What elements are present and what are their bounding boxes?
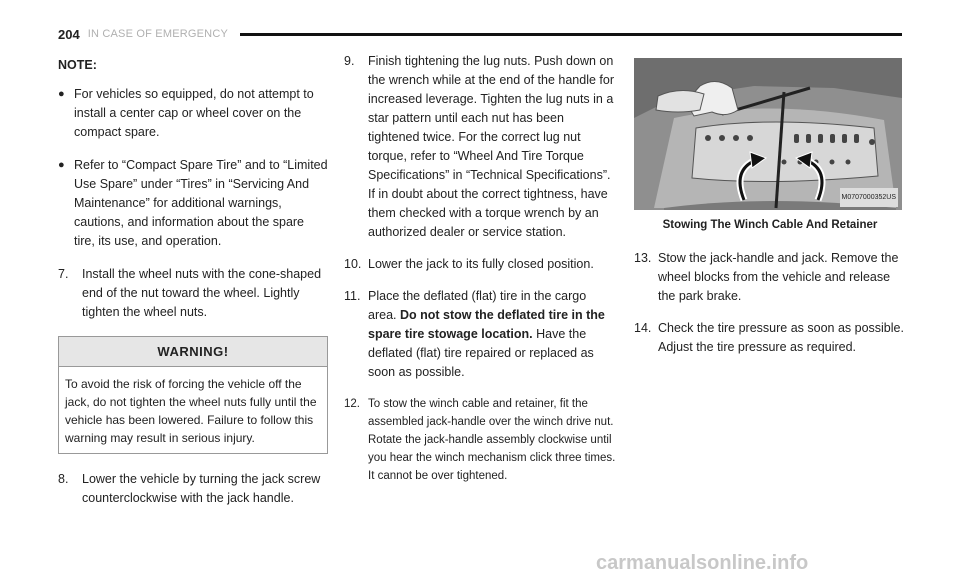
watermark: carmanualsonline.info <box>596 552 809 574</box>
winch-figure <box>634 58 902 210</box>
step-number: 14. <box>634 321 652 335</box>
figure-code: M0707000352US <box>840 188 899 207</box>
bullet-text: Refer to “Compact Spare Tire” and to “Limited Use Spare” under “Tires” in “Servicing And Maintenance” for additional warnings, cautions, and information about the spare tire, its use, and operation. <box>74 158 328 248</box>
section-title: IN CASE OF EMERGENCY <box>87 28 228 40</box>
step-number: 11. <box>344 289 361 303</box>
column-right <box>634 52 906 370</box>
note-label: NOTE: <box>58 58 97 72</box>
list-item <box>58 85 328 142</box>
step-9 <box>344 52 616 242</box>
step-number: 10. <box>344 257 362 271</box>
step-number: 8. <box>58 472 69 486</box>
step-text: Stow the jack-handle and jack. Remove the wheel blocks from the vehicle and release the park brake. <box>658 251 899 303</box>
step-text-post: Have the deflated (flat) tire repaired or replaced as soon as possible. <box>368 327 594 379</box>
step-text: To stow the winch cable and retainer, fit the assembled jack-handle over the winch drive nut. Rotate the jack-handle assembly clockwise until you hear the winch mechanism click three times. It cannot be over tightened. <box>368 398 616 482</box>
step-text: Finish tightening the lug nuts. Push down on the wrench while at the end of the handle for increased leverage. Tighten the lug nuts in a star pattern until each nut has been tightened twice. For the correct lug nut torque, refer to “Wheel And Tire Torque Specifications” in “Technical Specifications”. If in doubt about the correct tightness, have them checked with a torque wrench by an authorized dealer or service station. <box>368 54 614 239</box>
header-rule <box>240 33 902 36</box>
step-14 <box>634 319 906 357</box>
step-text: Lower the jack to its fully closed position. <box>368 257 594 271</box>
step-number: 12. <box>344 398 360 410</box>
page-number: 204 <box>58 26 80 42</box>
page-header <box>58 24 902 44</box>
step-text: Lower the vehicle by turning the jack screw counterclockwise with the jack handle. <box>82 472 321 505</box>
step-text-emphasis: Do not stow the deflated tire in the spare tire stowage location. <box>368 308 605 341</box>
column-middle <box>344 52 616 498</box>
warning-title: WARNING! <box>59 337 327 367</box>
step-text: Install the wheel nuts with the cone-shaped end of the nut toward the wheel. Lightly tighten the wheel nuts. <box>82 267 322 319</box>
warning-body: To avoid the risk of forcing the vehicle off the jack, do not tighten the wheel nuts fully until the vehicle has been lowered. Failure to follow this warning may result in serious injury. <box>65 377 317 445</box>
step-11 <box>344 287 616 382</box>
bullet-icon: ● <box>58 159 65 171</box>
step-13 <box>634 249 906 306</box>
list-item <box>58 156 328 251</box>
step-8 <box>58 470 328 508</box>
step-number: 7. <box>58 267 69 281</box>
step-7 <box>58 265 328 322</box>
warning-box <box>58 336 328 454</box>
bullet-icon: ● <box>58 88 65 100</box>
bullet-text: For vehicles so equipped, do not attempt to install a center cap or wheel cover on the compact spare. <box>74 87 314 139</box>
step-text-pre: Place the deflated (flat) tire in the cargo area. <box>368 289 587 322</box>
step-text <box>368 287 616 382</box>
step-text: Check the tire pressure as soon as possible. Adjust the tire pressure as required. <box>658 321 904 354</box>
figure-caption: Stowing The Winch Cable And Retainer <box>662 219 878 231</box>
step-number: 9. <box>344 54 355 68</box>
step-number: 13. <box>634 251 652 265</box>
step-10 <box>344 255 616 274</box>
column-left <box>58 52 328 521</box>
step-12 <box>344 395 616 485</box>
